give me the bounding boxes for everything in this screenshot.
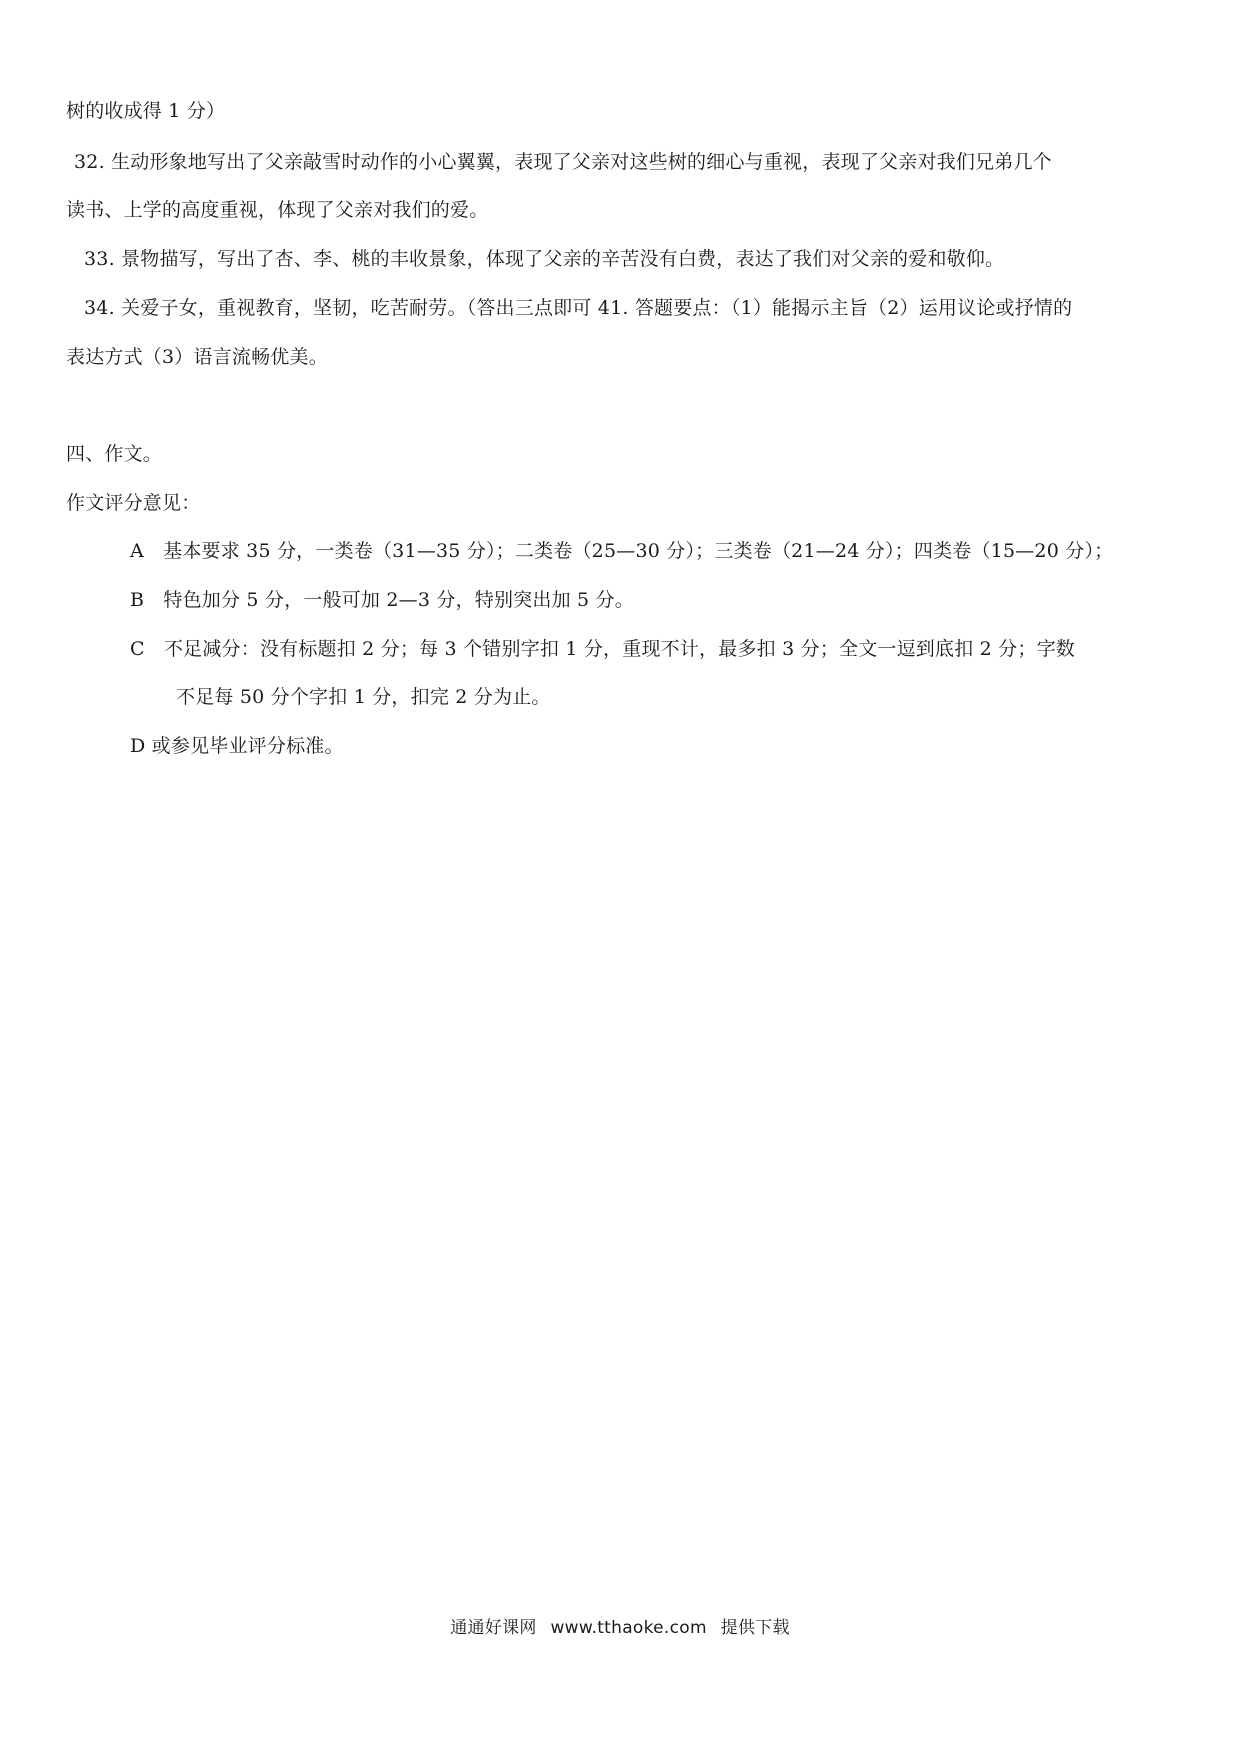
criteria-item-a: A 基本要求 35 分，一类卷（31—35 分）；二类卷（25—30 分）；三类卷（21—24 分）；四类卷（15—20 分）； [130, 540, 1114, 562]
page-footer [0, 1616, 1240, 1640]
answer-34-line-1: 34. 关爱子女，重视教育，坚韧，吃苦耐劳。（答出三点即可 41. 答题要点：（1）能揭示主旨（2）运用议论或抒情的 [84, 297, 1073, 319]
answer-32-line-2: 读书、上学的高度重视，体现了父亲对我们的爱。 [66, 199, 489, 221]
answer-33: 33. 景物描写，写出了杏、李、桃的丰收景象，体现了父亲的辛苦没有白费，表达了我们对父亲的爱和敬仰。 [84, 248, 1005, 270]
answer-31-continuation: 树的收成得 1 分） [66, 100, 226, 122]
answer-34-line-2: 表达方式（3）语言流畅优美。 [66, 346, 328, 368]
criteria-item-c-line-2: 不足每 50 分个字扣 1 分，扣完 2 分为止。 [176, 686, 551, 708]
footer-site-name: 通通好课网 [450, 1618, 537, 1638]
criteria-item-c-line-1: C 不足减分：没有标题扣 2 分；每 3 个错别字扣 1 分，重现不计，最多扣 3 分；全文一逗到底扣 2 分；字数 [130, 638, 1075, 660]
criteria-item-b: B 特色加分 5 分，一般可加 2—3 分，特别突出加 5 分。 [130, 589, 634, 611]
footer-url-link[interactable]: www.tthaoke.com [550, 1618, 707, 1638]
footer-suffix: 提供下载 [720, 1618, 790, 1638]
essay-criteria-title: 作文评分意见： [66, 492, 201, 514]
answer-32-line-1: 32. 生动形象地写出了父亲敲雪时动作的小心翼翼，表现了父亲对这些树的细心与重视，表现了父亲对我们兄弟几个 [74, 151, 1052, 173]
criteria-item-d: D 或参见毕业评分标准。 [130, 735, 344, 757]
essay-section-title: 四、作文。 [66, 443, 163, 465]
